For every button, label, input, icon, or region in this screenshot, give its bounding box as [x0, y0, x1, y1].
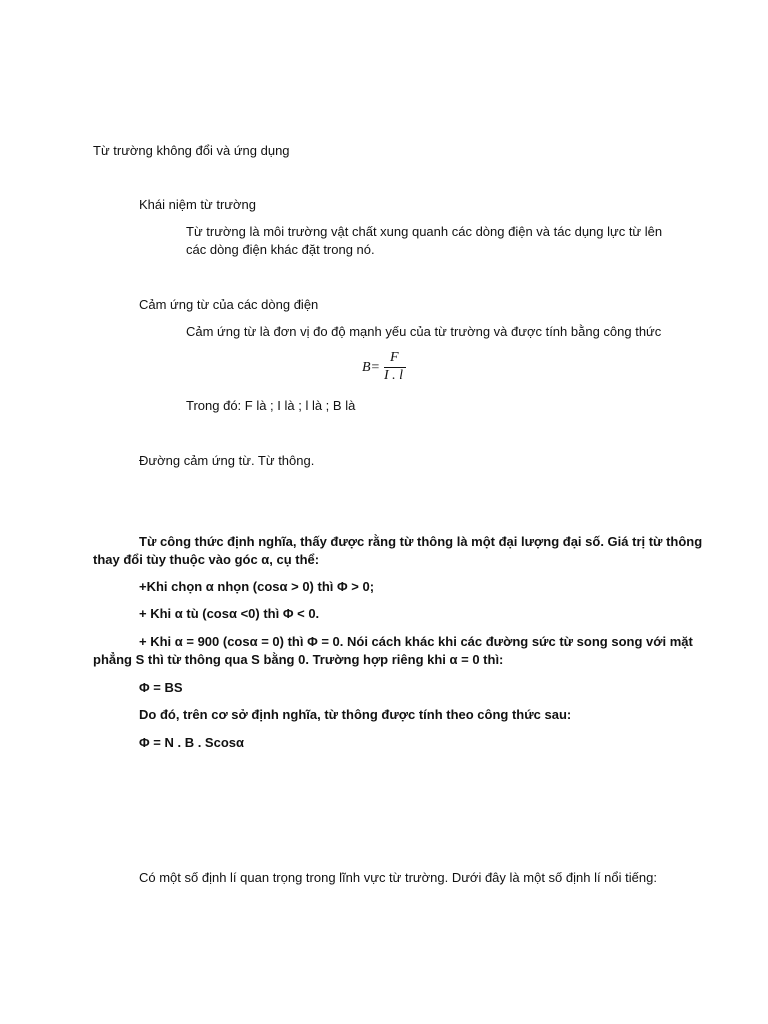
- flux-case-right-angle: + Khi α = 900 (cosα = 0) thì Φ = 0. Nói cách khác khi các đường sức từ song song với mặt: [139, 634, 693, 649]
- formula-numerator: F: [390, 350, 399, 365]
- closing-paragraph: Có một số định lí quan trọng trong lĩnh vực từ trường. Dưới đây là một số định lí nổi tiếng:: [139, 870, 657, 885]
- formula-legend: Trong đó: F là ; I là ; l là ; B là: [186, 398, 356, 413]
- section-heading-flux: Đường cảm ứng từ. Từ thông.: [139, 453, 315, 468]
- section-body-line: các dòng điện khác đặt trong nó.: [186, 242, 375, 257]
- flux-case-acute: +Khi chọn α nhọn (cosα > 0) thì Φ > 0;: [139, 579, 375, 594]
- section-body-line: Cảm ứng từ là đơn vị đo độ mạnh yếu của từ trường và được tính bằng công thức: [186, 324, 662, 339]
- flux-paragraph-line: thay đổi tùy thuộc vào góc α, cụ thể:: [93, 552, 320, 567]
- flux-case-right-angle-cont: phẳng S thì từ thông qua S bằng 0. Trường hợp riêng khi α = 0 thì:: [93, 652, 504, 667]
- section-heading-magnetic-field: Khái niệm từ trường: [139, 197, 256, 212]
- formula-lhs: B=: [362, 360, 380, 375]
- induction-formula: [360, 350, 420, 386]
- flux-conclusion: Do đó, trên cơ sở định nghĩa, từ thông được tính theo công thức sau:: [139, 707, 572, 722]
- flux-equation-general: Φ = N . B . Scosα: [139, 735, 244, 750]
- document-title: Từ trường không đổi và ứng dụng: [93, 143, 290, 158]
- flux-paragraph-line: Từ công thức định nghĩa, thấy được rằng từ thông là một đại lượng đại số. Giá trị từ thông: [139, 534, 703, 549]
- flux-equation-bs: Φ = BS: [139, 680, 183, 695]
- section-body-line: Từ trường là môi trường vật chất xung quanh các dòng điện và tác dụng lực từ lên: [186, 224, 663, 239]
- section-heading-induction: Cảm ứng từ của các dòng điện: [139, 297, 319, 312]
- formula-denominator: I . l: [384, 368, 404, 383]
- flux-case-obtuse: + Khi α tù (cosα <0) thì Φ < 0.: [139, 606, 320, 621]
